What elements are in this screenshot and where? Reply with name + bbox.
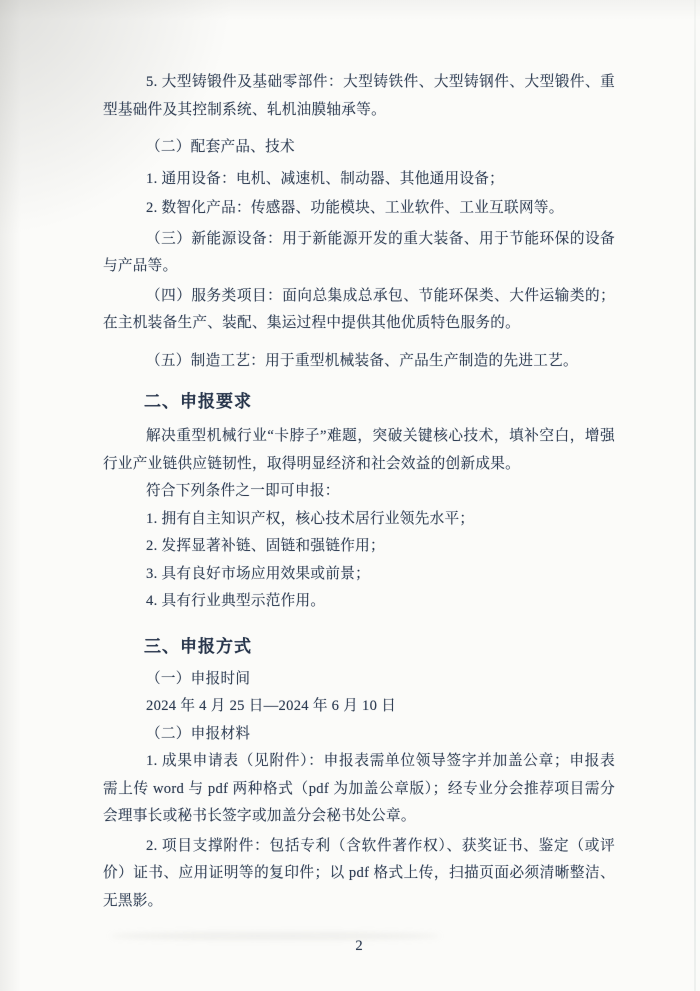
section-heading-application-method: 三、申报方式 (144, 636, 252, 656)
paragraph-application-dates: 2024 年 4 月 25 日—2024 年 6 月 10 日 (146, 698, 397, 714)
section-heading-application-requirements: 二、申报要求 (144, 392, 252, 411)
list-item-achievement-application-form: 1. 成果申请表（见附件）：申报表需单位领导签字并加盖公章；申报表需上传 word 与 pdf 两种格式（pdf 为加盖公章版）；经专业分会推荐项目需分会理事长或秘书长签字或加盖分会秘书处公章。 (103, 753, 615, 824)
list-item-chain-strengthening: 2. 发挥显著补链、固链和强链作用； (146, 538, 385, 554)
paragraph-requirements-overview: 解决重型机械行业“卡脖子”难题，突破关键核心技术，填补空白，增强行业产业链供应链韧性，取得明显经济和社会效益的创新成果。 (103, 428, 615, 472)
subsection-heading-supporting-products: （二）配套产品、技术 (146, 139, 295, 155)
subsection-heading-application-time: （一）申报时间 (146, 670, 251, 687)
subsection-new-energy-equipment: （三）新能源设备：用于新能源开发的重大装备、用于节能环保的设备与产品等。 (103, 230, 615, 274)
list-item-general-equipment: 1. 通用设备：电机、减速机、制动器、其他通用设备； (146, 170, 505, 187)
paragraph-eligibility-intro: 符合下列条件之一即可申报： (146, 483, 340, 499)
document-content (103, 69, 615, 961)
subsection-manufacturing-process: （五）制造工艺：用于重型机械装备、产品生产制造的先进工艺。 (146, 352, 578, 369)
list-item-industry-demonstration: 4. 具有行业典型示范作用。 (146, 593, 326, 609)
list-item-ip-ownership: 1. 拥有自主知识产权，核心技术居行业领先水平； (146, 510, 475, 527)
list-item-market-application: 3. 具有良好市场应用效果或前景； (146, 565, 371, 582)
page-number: 2 (355, 938, 363, 954)
subsection-service-projects: （四）服务类项目：面向总集成总承包、节能环保类、大件运输类的；在主机装备生产、装配、集运过程中提供其他优质特色服务的。 (103, 287, 615, 331)
subsection-heading-application-materials: （二）申报材料 (146, 725, 251, 742)
list-item-large-castings: 5. 大型铸锻件及基础零部件：大型铸铁件、大型铸钢件、大型锻件、重型基础件及其控制系统、轧机油膜轴承等。 (103, 74, 615, 118)
list-item-digital-products: 2. 数智化产品：传感器、功能模块、工业软件、工业互联网等。 (146, 200, 564, 216)
list-item-project-supporting-attachments: 2. 项目支撑附件：包括专利（含软件著作权）、获奖证书、鉴定（或评价）证书、应用证明等的复印件；以 pdf 格式上传，扫描页面必须清晰整洁、无黑影。 (103, 837, 615, 909)
scan-edge-artifact (694, 0, 696, 991)
